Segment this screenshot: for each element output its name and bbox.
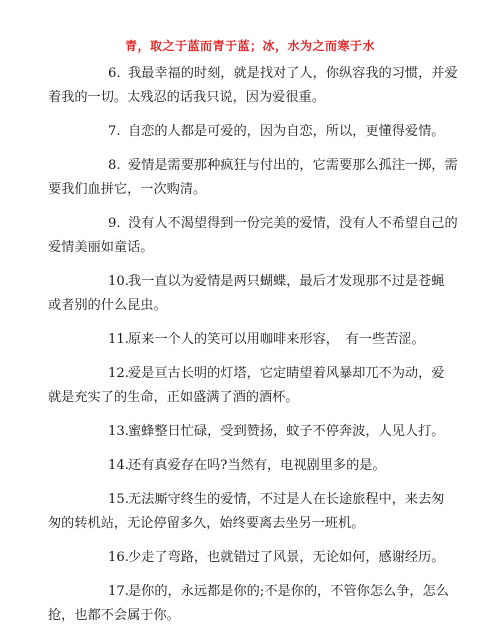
list-item <box>0 488 500 536</box>
entry-number: 8. <box>108 158 121 173</box>
entry-text-line2: 着我的一切。太残忍的话我只说，因为爱很重。 <box>48 90 325 105</box>
list-item <box>0 120 500 144</box>
entry-text-line2: 就是充实了的生命，正如盛满了酒的酒杯。 <box>48 390 299 405</box>
entry-text-line1: 自恋的人都是可爱的，因为自恋，所以，更懂得爱情。 <box>128 124 445 139</box>
entry-text-line1: 是你的，永远都是你的;不是你的，不管你怎么争，怎么 <box>128 584 449 599</box>
entry-text-line1: 蜜蜂整日忙碌，受到赞扬，蚊子不停奔波，人见人打。 <box>128 424 445 439</box>
entry-text-line1: 没有人不渴望得到一份完美的爱情，没有人不希望自己的 <box>128 216 458 231</box>
entry-number: 13. <box>108 424 129 439</box>
list-item <box>0 154 500 202</box>
entry-text-line1: 无法厮守终生的爱情，不过是人在长途旅程中，来去匆 <box>128 492 445 507</box>
list-item <box>0 328 500 352</box>
page-header: 青，取之于蓝而青于蓝；冰，水为之而寒于水 <box>124 39 375 53</box>
entry-number: 15. <box>108 492 129 507</box>
entry-text-line1: 爱情是需要那种疯狂与付出的，它需要那么孤注一掷，需 <box>128 158 458 173</box>
entry-text-line2: 爱情美丽如童话。 <box>48 240 154 255</box>
list-item <box>0 362 500 410</box>
entry-number: 16. <box>108 550 129 565</box>
entry-list <box>0 62 500 638</box>
entry-text-line1: 我一直以为爱情是两只蝴蝶，最后才发现那不过是苍蝇 <box>128 274 445 289</box>
entry-number: 14. <box>108 458 129 473</box>
list-item <box>0 420 500 444</box>
list-item <box>0 580 500 628</box>
entry-text-line1: 还有真爱存在吗?当然有，电视剧里多的是。 <box>128 458 386 473</box>
entry-number: 17. <box>108 584 129 599</box>
entry-text-line2: 抢，也都不会属于你。 <box>48 608 180 623</box>
entry-number: 9. <box>108 216 121 231</box>
entry-text-line2: 匆的转机站，无论停留多久，始终要离去坐另一班机。 <box>48 516 365 531</box>
list-item <box>0 212 500 260</box>
list-item <box>0 454 500 478</box>
entry-number: 7. <box>108 124 121 139</box>
list-item <box>0 270 500 318</box>
entry-number: 10. <box>108 274 129 289</box>
entry-text-line1: 我最幸福的时刻，就是找对了人，你纵容我的习惯，并爱 <box>128 66 458 81</box>
entry-number: 6. <box>108 66 121 81</box>
list-item <box>0 546 500 570</box>
entry-number: 11. <box>108 332 129 347</box>
entry-text-line1: 爱是亘古长明的灯塔，它定睛望着风暴却兀不为动，爱 <box>128 366 445 381</box>
entry-text-line2: 要我们血拼它，一次购清。 <box>48 182 207 197</box>
entry-text-line2: 或者别的什么昆虫。 <box>48 298 167 313</box>
entry-text-line1: 少走了弯路，也就错过了风景，无论如何，感谢经历。 <box>128 550 445 565</box>
list-item <box>0 62 500 110</box>
entry-text-line1: 原来一个人的笑可以用咖啡来形容， 有一些苦涩。 <box>128 332 425 347</box>
entry-number: 12. <box>108 366 129 381</box>
